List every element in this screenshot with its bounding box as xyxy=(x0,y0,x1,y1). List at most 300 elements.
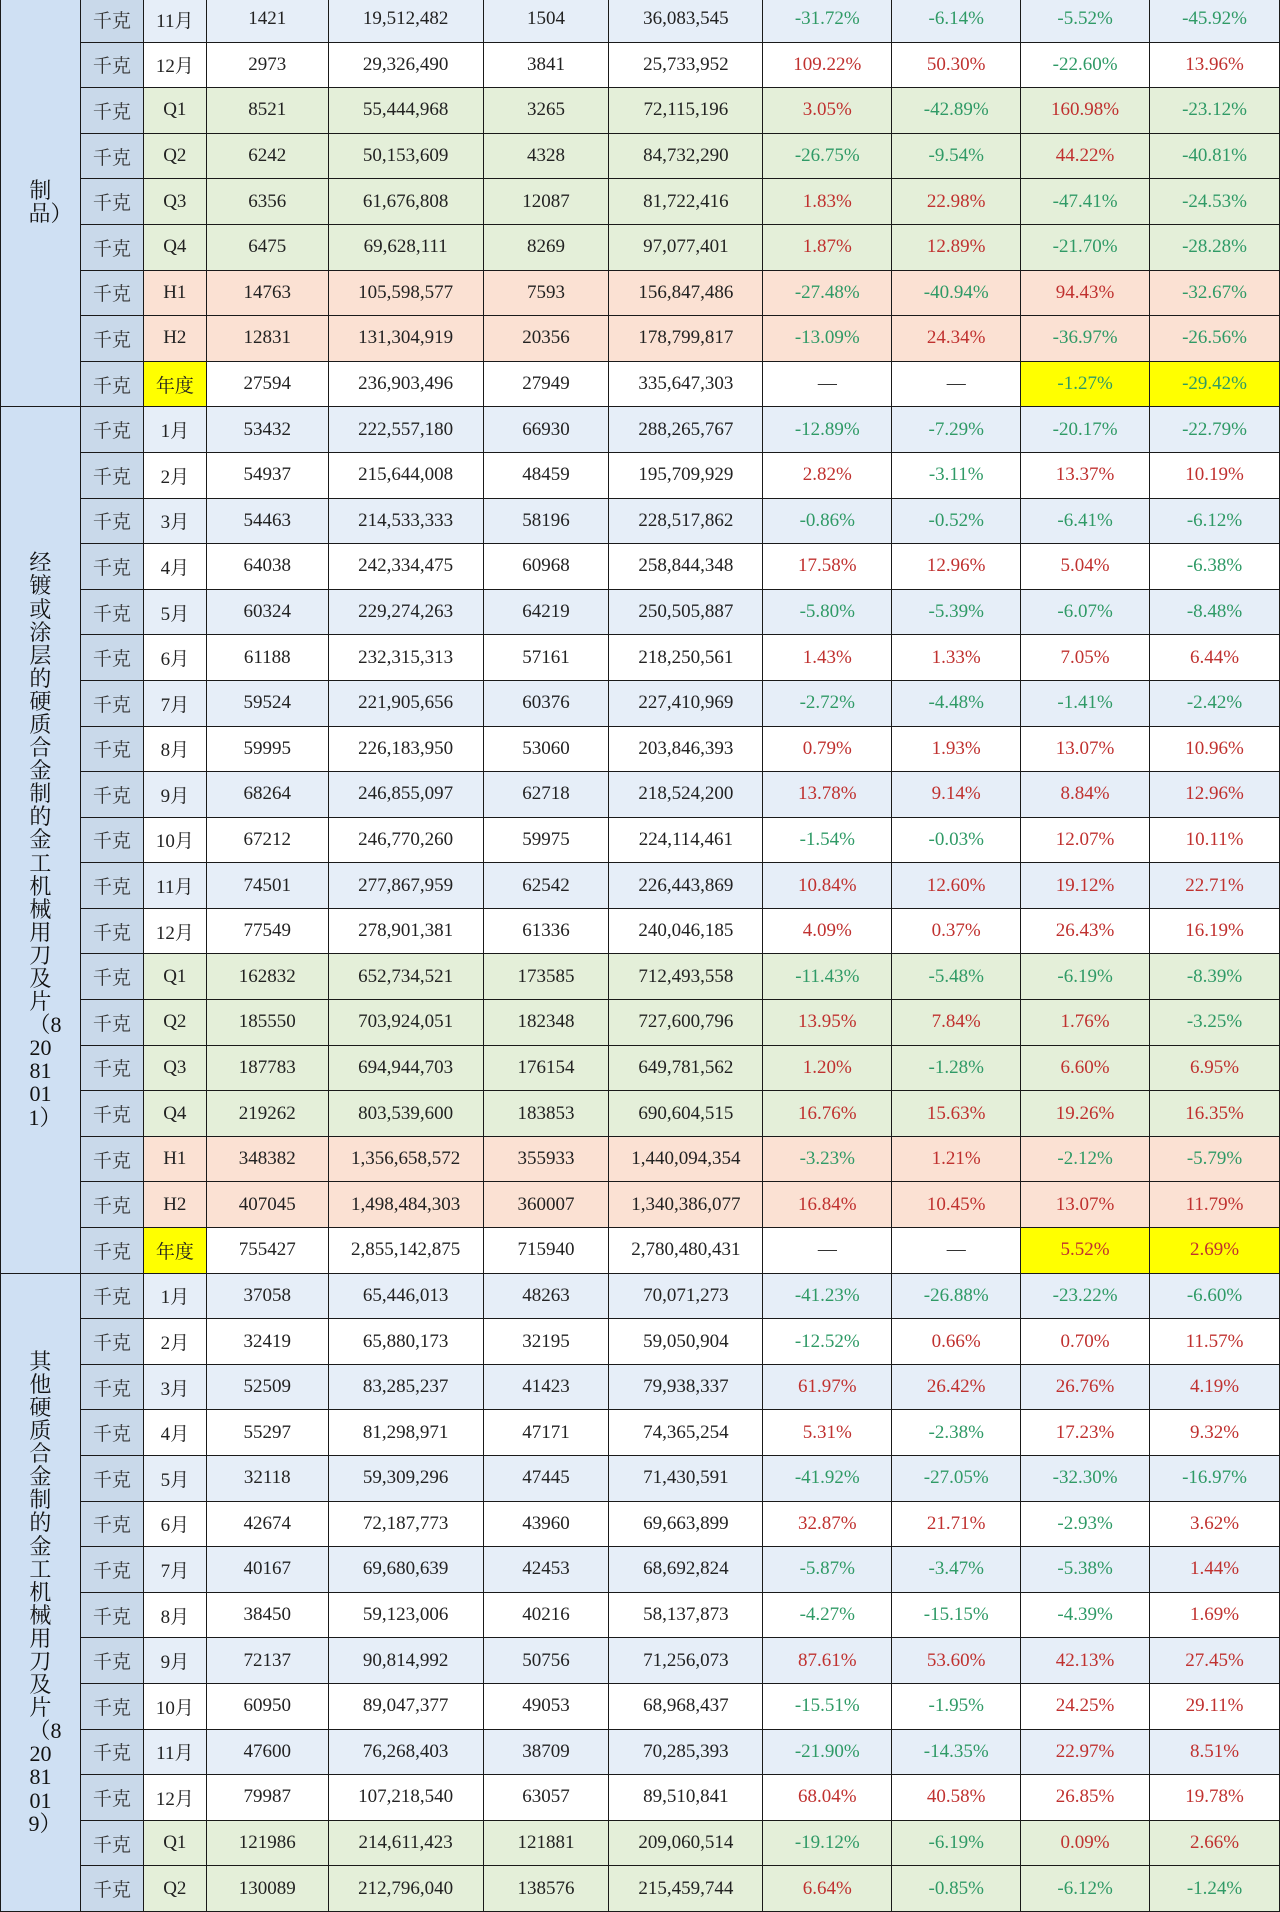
change-cell-4: 11.79% xyxy=(1150,1182,1280,1228)
table-row xyxy=(1,1775,1280,1821)
change-cell-2: -3.11% xyxy=(892,452,1021,498)
category-cell xyxy=(1,407,81,1273)
period-cell: Q4 xyxy=(143,224,206,270)
value-cell-1: 27594 xyxy=(206,361,328,407)
change-cell-3: 17.23% xyxy=(1021,1410,1150,1456)
value-cell-2: 246,855,097 xyxy=(328,772,483,818)
change-cell-1: -26.75% xyxy=(763,133,892,179)
change-cell-1: 4.09% xyxy=(763,908,892,954)
value-cell-2: 59,123,006 xyxy=(328,1592,483,1638)
value-cell-1: 77549 xyxy=(206,908,328,954)
unit-cell: 千克 xyxy=(80,1501,143,1547)
value-cell-3: 40216 xyxy=(483,1592,609,1638)
value-cell-2: 215,644,008 xyxy=(328,452,483,498)
value-cell-3: 64219 xyxy=(483,589,609,635)
change-cell-1: 1.43% xyxy=(763,635,892,681)
table-row xyxy=(1,1866,1280,1912)
table-row xyxy=(1,1592,1280,1638)
table-row xyxy=(1,1456,1280,1502)
value-cell-4: 727,600,796 xyxy=(609,1000,763,1046)
change-cell-4: 2.66% xyxy=(1150,1820,1280,1866)
change-cell-1: -19.12% xyxy=(763,1820,892,1866)
period-cell: 5月 xyxy=(143,1456,206,1502)
change-cell-4: 16.35% xyxy=(1150,1091,1280,1137)
change-cell-1: -13.09% xyxy=(763,316,892,362)
period-cell: 年度 xyxy=(143,361,206,407)
change-cell-2: -2.38% xyxy=(892,1410,1021,1456)
change-cell-3: 19.12% xyxy=(1021,863,1150,909)
change-cell-4: 29.11% xyxy=(1150,1683,1280,1729)
change-cell-1: 5.31% xyxy=(763,1410,892,1456)
change-cell-1: 2.82% xyxy=(763,452,892,498)
value-cell-4: 70,285,393 xyxy=(609,1729,763,1775)
unit-cell: 千克 xyxy=(80,179,143,225)
value-cell-1: 60950 xyxy=(206,1683,328,1729)
period-cell: Q2 xyxy=(143,1866,206,1912)
change-cell-4: -22.79% xyxy=(1150,407,1280,453)
value-cell-3: 12087 xyxy=(483,179,609,225)
change-cell-1: -12.52% xyxy=(763,1319,892,1365)
value-cell-1: 1421 xyxy=(206,0,328,42)
value-cell-1: 755427 xyxy=(206,1228,328,1274)
value-cell-3: 138576 xyxy=(483,1866,609,1912)
value-cell-1: 55297 xyxy=(206,1410,328,1456)
change-cell-2: 53.60% xyxy=(892,1638,1021,1684)
category-label: 经镀或涂层的硬质合金制的金工机械用刀及片（82081011） xyxy=(28,550,62,1130)
value-cell-4: 258,844,348 xyxy=(609,544,763,590)
change-cell-2: -6.14% xyxy=(892,0,1021,42)
change-cell-3: 94.43% xyxy=(1021,270,1150,316)
change-cell-1: 13.95% xyxy=(763,1000,892,1046)
period-cell: 12月 xyxy=(143,42,206,88)
value-cell-3: 27949 xyxy=(483,361,609,407)
value-cell-2: 69,680,639 xyxy=(328,1547,483,1593)
change-cell-4: -32.67% xyxy=(1150,270,1280,316)
change-cell-3: -2.12% xyxy=(1021,1136,1150,1182)
value-cell-2: 277,867,959 xyxy=(328,863,483,909)
value-cell-4: 97,077,401 xyxy=(609,224,763,270)
value-cell-4: 690,604,515 xyxy=(609,1091,763,1137)
change-cell-1: -15.51% xyxy=(763,1683,892,1729)
value-cell-1: 162832 xyxy=(206,954,328,1000)
value-cell-2: 232,315,313 xyxy=(328,635,483,681)
change-cell-1: 61.97% xyxy=(763,1364,892,1410)
change-cell-3: -1.41% xyxy=(1021,680,1150,726)
change-cell-4: -16.97% xyxy=(1150,1456,1280,1502)
change-cell-3: -6.07% xyxy=(1021,589,1150,635)
change-cell-2: 26.42% xyxy=(892,1364,1021,1410)
period-cell: Q3 xyxy=(143,179,206,225)
period-cell: 10月 xyxy=(143,1683,206,1729)
change-cell-3: -22.60% xyxy=(1021,42,1150,88)
unit-cell: 千克 xyxy=(80,1182,143,1228)
change-cell-3: 160.98% xyxy=(1021,88,1150,134)
change-cell-3: -47.41% xyxy=(1021,179,1150,225)
period-cell: H2 xyxy=(143,316,206,362)
table-row xyxy=(1,1501,1280,1547)
category-cell xyxy=(1,0,81,407)
value-cell-3: 32195 xyxy=(483,1319,609,1365)
value-cell-3: 38709 xyxy=(483,1729,609,1775)
change-cell-1: 68.04% xyxy=(763,1775,892,1821)
value-cell-2: 76,268,403 xyxy=(328,1729,483,1775)
change-cell-3: -20.17% xyxy=(1021,407,1150,453)
value-cell-3: 20356 xyxy=(483,316,609,362)
unit-cell: 千克 xyxy=(80,726,143,772)
unit-cell: 千克 xyxy=(80,908,143,954)
unit-cell: 千克 xyxy=(80,88,143,134)
value-cell-2: 1,356,658,572 xyxy=(328,1136,483,1182)
value-cell-1: 130089 xyxy=(206,1866,328,1912)
change-cell-1: 109.22% xyxy=(763,42,892,88)
change-cell-4: -23.12% xyxy=(1150,88,1280,134)
table-row xyxy=(1,452,1280,498)
change-cell-3: -21.70% xyxy=(1021,224,1150,270)
change-cell-3: 7.05% xyxy=(1021,635,1150,681)
change-cell-2: -0.03% xyxy=(892,817,1021,863)
change-cell-2: -1.95% xyxy=(892,1683,1021,1729)
value-cell-3: 183853 xyxy=(483,1091,609,1137)
change-cell-3: -6.12% xyxy=(1021,1866,1150,1912)
unit-cell: 千克 xyxy=(80,1410,143,1456)
change-cell-3: -1.27% xyxy=(1021,361,1150,407)
period-cell: 2月 xyxy=(143,452,206,498)
value-cell-1: 38450 xyxy=(206,1592,328,1638)
value-cell-4: 72,115,196 xyxy=(609,88,763,134)
value-cell-1: 79987 xyxy=(206,1775,328,1821)
value-cell-2: 694,944,703 xyxy=(328,1045,483,1091)
change-cell-3: -32.30% xyxy=(1021,1456,1150,1502)
value-cell-1: 74501 xyxy=(206,863,328,909)
value-cell-2: 278,901,381 xyxy=(328,908,483,954)
change-cell-2: 10.45% xyxy=(892,1182,1021,1228)
change-cell-4: -1.24% xyxy=(1150,1866,1280,1912)
category-label: 制品） xyxy=(28,177,73,226)
value-cell-3: 8269 xyxy=(483,224,609,270)
value-cell-2: 69,628,111 xyxy=(328,224,483,270)
value-cell-1: 12831 xyxy=(206,316,328,362)
unit-cell: 千克 xyxy=(80,361,143,407)
change-cell-1: 10.84% xyxy=(763,863,892,909)
change-cell-2: -6.19% xyxy=(892,1820,1021,1866)
table-row xyxy=(1,726,1280,772)
change-cell-2: 22.98% xyxy=(892,179,1021,225)
period-cell: 5月 xyxy=(143,589,206,635)
change-cell-2: -0.85% xyxy=(892,1866,1021,1912)
change-cell-2: -26.88% xyxy=(892,1273,1021,1319)
change-cell-2: -42.89% xyxy=(892,88,1021,134)
unit-cell: 千克 xyxy=(80,772,143,818)
change-cell-4: 3.62% xyxy=(1150,1501,1280,1547)
value-cell-4: 89,510,841 xyxy=(609,1775,763,1821)
change-cell-4: -3.25% xyxy=(1150,1000,1280,1046)
period-cell: 12月 xyxy=(143,908,206,954)
unit-cell: 千克 xyxy=(80,133,143,179)
period-cell: 10月 xyxy=(143,817,206,863)
value-cell-3: 60968 xyxy=(483,544,609,590)
change-cell-4: -6.12% xyxy=(1150,498,1280,544)
value-cell-1: 47600 xyxy=(206,1729,328,1775)
value-cell-4: 203,846,393 xyxy=(609,726,763,772)
change-cell-4: 2.69% xyxy=(1150,1228,1280,1274)
period-cell: 3月 xyxy=(143,498,206,544)
change-cell-2: -27.05% xyxy=(892,1456,1021,1502)
value-cell-2: 703,924,051 xyxy=(328,1000,483,1046)
period-cell: Q1 xyxy=(143,954,206,1000)
change-cell-4: 6.95% xyxy=(1150,1045,1280,1091)
value-cell-4: 1,440,094,354 xyxy=(609,1136,763,1182)
change-cell-1: -41.92% xyxy=(763,1456,892,1502)
change-cell-1: -5.80% xyxy=(763,589,892,635)
change-cell-2: -0.52% xyxy=(892,498,1021,544)
table-row xyxy=(1,954,1280,1000)
change-cell-1: 87.61% xyxy=(763,1638,892,1684)
period-cell: Q1 xyxy=(143,88,206,134)
value-cell-2: 1,498,484,303 xyxy=(328,1182,483,1228)
change-cell-2: 0.66% xyxy=(892,1319,1021,1365)
change-cell-2: 7.84% xyxy=(892,1000,1021,1046)
category-label: 其他硬质合金制的金工机械用刀及片（82081019） xyxy=(28,1348,62,1836)
change-cell-4: 1.44% xyxy=(1150,1547,1280,1593)
change-cell-2: 9.14% xyxy=(892,772,1021,818)
value-cell-4: 156,847,486 xyxy=(609,270,763,316)
change-cell-1: 3.05% xyxy=(763,88,892,134)
change-cell-3: 26.76% xyxy=(1021,1364,1150,1410)
value-cell-1: 40167 xyxy=(206,1547,328,1593)
change-cell-3: -36.97% xyxy=(1021,316,1150,362)
unit-cell: 千克 xyxy=(80,1228,143,1274)
value-cell-3: 61336 xyxy=(483,908,609,954)
value-cell-4: 1,340,386,077 xyxy=(609,1182,763,1228)
change-cell-2: — xyxy=(892,1228,1021,1274)
change-cell-3: 26.43% xyxy=(1021,908,1150,954)
period-cell: 3月 xyxy=(143,1364,206,1410)
unit-cell: 千克 xyxy=(80,1592,143,1638)
value-cell-3: 176154 xyxy=(483,1045,609,1091)
value-cell-2: 229,274,263 xyxy=(328,589,483,635)
table-row xyxy=(1,1729,1280,1775)
change-cell-3: -4.39% xyxy=(1021,1592,1150,1638)
value-cell-4: 69,663,899 xyxy=(609,1501,763,1547)
value-cell-3: 3841 xyxy=(483,42,609,88)
value-cell-4: 195,709,929 xyxy=(609,452,763,498)
value-cell-3: 41423 xyxy=(483,1364,609,1410)
change-cell-1: -21.90% xyxy=(763,1729,892,1775)
change-cell-1: 16.76% xyxy=(763,1091,892,1137)
value-cell-4: 70,071,273 xyxy=(609,1273,763,1319)
table-row xyxy=(1,1410,1280,1456)
value-cell-4: 79,938,337 xyxy=(609,1364,763,1410)
change-cell-1: -0.86% xyxy=(763,498,892,544)
change-cell-2: -5.39% xyxy=(892,589,1021,635)
change-cell-1: 1.87% xyxy=(763,224,892,270)
value-cell-4: 25,733,952 xyxy=(609,42,763,88)
change-cell-2: -14.35% xyxy=(892,1729,1021,1775)
unit-cell: 千克 xyxy=(80,1456,143,1502)
change-cell-4: 10.96% xyxy=(1150,726,1280,772)
value-cell-4: 218,250,561 xyxy=(609,635,763,681)
period-cell: 7月 xyxy=(143,1547,206,1593)
change-cell-2: -5.48% xyxy=(892,954,1021,1000)
change-cell-4: -26.56% xyxy=(1150,316,1280,362)
value-cell-4: 209,060,514 xyxy=(609,1820,763,1866)
value-cell-1: 64038 xyxy=(206,544,328,590)
change-cell-4: -5.79% xyxy=(1150,1136,1280,1182)
period-cell: 年度 xyxy=(143,1228,206,1274)
unit-cell: 千克 xyxy=(80,1820,143,1866)
unit-cell: 千克 xyxy=(80,817,143,863)
table-row xyxy=(1,1228,1280,1274)
value-cell-4: 68,692,824 xyxy=(609,1547,763,1593)
period-cell: 4月 xyxy=(143,544,206,590)
value-cell-1: 121986 xyxy=(206,1820,328,1866)
table-row xyxy=(1,1091,1280,1137)
unit-cell: 千克 xyxy=(80,1547,143,1593)
change-cell-1: -31.72% xyxy=(763,0,892,42)
period-cell: 2月 xyxy=(143,1319,206,1365)
period-cell: Q3 xyxy=(143,1045,206,1091)
value-cell-1: 14763 xyxy=(206,270,328,316)
change-cell-4: -28.28% xyxy=(1150,224,1280,270)
value-cell-1: 2973 xyxy=(206,42,328,88)
change-cell-3: 1.76% xyxy=(1021,1000,1150,1046)
table-row xyxy=(1,863,1280,909)
change-cell-4: -6.60% xyxy=(1150,1273,1280,1319)
table-row xyxy=(1,88,1280,134)
change-cell-1: 1.83% xyxy=(763,179,892,225)
value-cell-1: 59995 xyxy=(206,726,328,772)
unit-cell: 千克 xyxy=(80,1273,143,1319)
change-cell-1: -1.54% xyxy=(763,817,892,863)
value-cell-3: 62718 xyxy=(483,772,609,818)
table-row xyxy=(1,1364,1280,1410)
value-cell-4: 335,647,303 xyxy=(609,361,763,407)
change-cell-4: 8.51% xyxy=(1150,1729,1280,1775)
change-cell-4: 13.96% xyxy=(1150,42,1280,88)
period-cell: 4月 xyxy=(143,1410,206,1456)
value-cell-3: 360007 xyxy=(483,1182,609,1228)
unit-cell: 千克 xyxy=(80,270,143,316)
value-cell-4: 712,493,558 xyxy=(609,954,763,1000)
value-cell-2: 61,676,808 xyxy=(328,179,483,225)
value-cell-2: 105,598,577 xyxy=(328,270,483,316)
change-cell-4: -40.81% xyxy=(1150,133,1280,179)
change-cell-3: 13.07% xyxy=(1021,1182,1150,1228)
value-cell-3: 49053 xyxy=(483,1683,609,1729)
value-cell-4: 68,968,437 xyxy=(609,1683,763,1729)
value-cell-4: 288,265,767 xyxy=(609,407,763,453)
period-cell: 9月 xyxy=(143,1638,206,1684)
change-cell-2: -40.94% xyxy=(892,270,1021,316)
value-cell-3: 50756 xyxy=(483,1638,609,1684)
table-row xyxy=(1,1319,1280,1365)
unit-cell: 千克 xyxy=(80,1045,143,1091)
table-row xyxy=(1,1045,1280,1091)
period-cell: 11月 xyxy=(143,1729,206,1775)
change-cell-4: 6.44% xyxy=(1150,635,1280,681)
value-cell-4: 218,524,200 xyxy=(609,772,763,818)
change-cell-2: 15.63% xyxy=(892,1091,1021,1137)
unit-cell: 千克 xyxy=(80,452,143,498)
period-cell: 1月 xyxy=(143,407,206,453)
unit-cell: 千克 xyxy=(80,680,143,726)
change-cell-3: 24.25% xyxy=(1021,1683,1150,1729)
value-cell-1: 32419 xyxy=(206,1319,328,1365)
change-cell-1: 6.64% xyxy=(763,1866,892,1912)
change-cell-1: -12.89% xyxy=(763,407,892,453)
change-cell-3: 13.37% xyxy=(1021,452,1150,498)
value-cell-3: 1504 xyxy=(483,0,609,42)
change-cell-2: — xyxy=(892,361,1021,407)
change-cell-2: 1.33% xyxy=(892,635,1021,681)
period-cell: H1 xyxy=(143,1136,206,1182)
change-cell-2: 1.21% xyxy=(892,1136,1021,1182)
value-cell-3: 43960 xyxy=(483,1501,609,1547)
unit-cell: 千克 xyxy=(80,1638,143,1684)
value-cell-1: 407045 xyxy=(206,1182,328,1228)
value-cell-2: 222,557,180 xyxy=(328,407,483,453)
table-row xyxy=(1,42,1280,88)
value-cell-3: 48459 xyxy=(483,452,609,498)
value-cell-2: 2,855,142,875 xyxy=(328,1228,483,1274)
value-cell-4: 250,505,887 xyxy=(609,589,763,635)
value-cell-2: 652,734,521 xyxy=(328,954,483,1000)
unit-cell: 千克 xyxy=(80,498,143,544)
table-row xyxy=(1,1638,1280,1684)
value-cell-1: 219262 xyxy=(206,1091,328,1137)
change-cell-4: 27.45% xyxy=(1150,1638,1280,1684)
change-cell-1: -27.48% xyxy=(763,270,892,316)
change-cell-1: -2.72% xyxy=(763,680,892,726)
change-cell-3: 42.13% xyxy=(1021,1638,1150,1684)
value-cell-3: 47171 xyxy=(483,1410,609,1456)
value-cell-3: 182348 xyxy=(483,1000,609,1046)
value-cell-2: 803,539,600 xyxy=(328,1091,483,1137)
value-cell-3: 355933 xyxy=(483,1136,609,1182)
change-cell-3: 0.09% xyxy=(1021,1820,1150,1866)
value-cell-4: 71,256,073 xyxy=(609,1638,763,1684)
change-cell-3: -6.41% xyxy=(1021,498,1150,544)
change-cell-1: -11.43% xyxy=(763,954,892,1000)
value-cell-1: 68264 xyxy=(206,772,328,818)
unit-cell: 千克 xyxy=(80,0,143,42)
period-cell: Q1 xyxy=(143,1820,206,1866)
table-row xyxy=(1,179,1280,225)
value-cell-4: 36,083,545 xyxy=(609,0,763,42)
unit-cell: 千克 xyxy=(80,1866,143,1912)
value-cell-4: 240,046,185 xyxy=(609,908,763,954)
table-row xyxy=(1,635,1280,681)
value-cell-1: 6356 xyxy=(206,179,328,225)
value-cell-4: 58,137,873 xyxy=(609,1592,763,1638)
value-cell-3: 58196 xyxy=(483,498,609,544)
table-row xyxy=(1,589,1280,635)
table-row xyxy=(1,1547,1280,1593)
change-cell-4: 10.11% xyxy=(1150,817,1280,863)
value-cell-2: 83,285,237 xyxy=(328,1364,483,1410)
change-cell-3: 44.22% xyxy=(1021,133,1150,179)
change-cell-4: 19.78% xyxy=(1150,1775,1280,1821)
change-cell-2: 50.30% xyxy=(892,42,1021,88)
change-cell-3: 0.70% xyxy=(1021,1319,1150,1365)
value-cell-2: 226,183,950 xyxy=(328,726,483,772)
value-cell-3: 4328 xyxy=(483,133,609,179)
value-cell-2: 72,187,773 xyxy=(328,1501,483,1547)
unit-cell: 千克 xyxy=(80,954,143,1000)
change-cell-1: -4.27% xyxy=(763,1592,892,1638)
change-cell-2: 1.93% xyxy=(892,726,1021,772)
change-cell-4: 11.57% xyxy=(1150,1319,1280,1365)
